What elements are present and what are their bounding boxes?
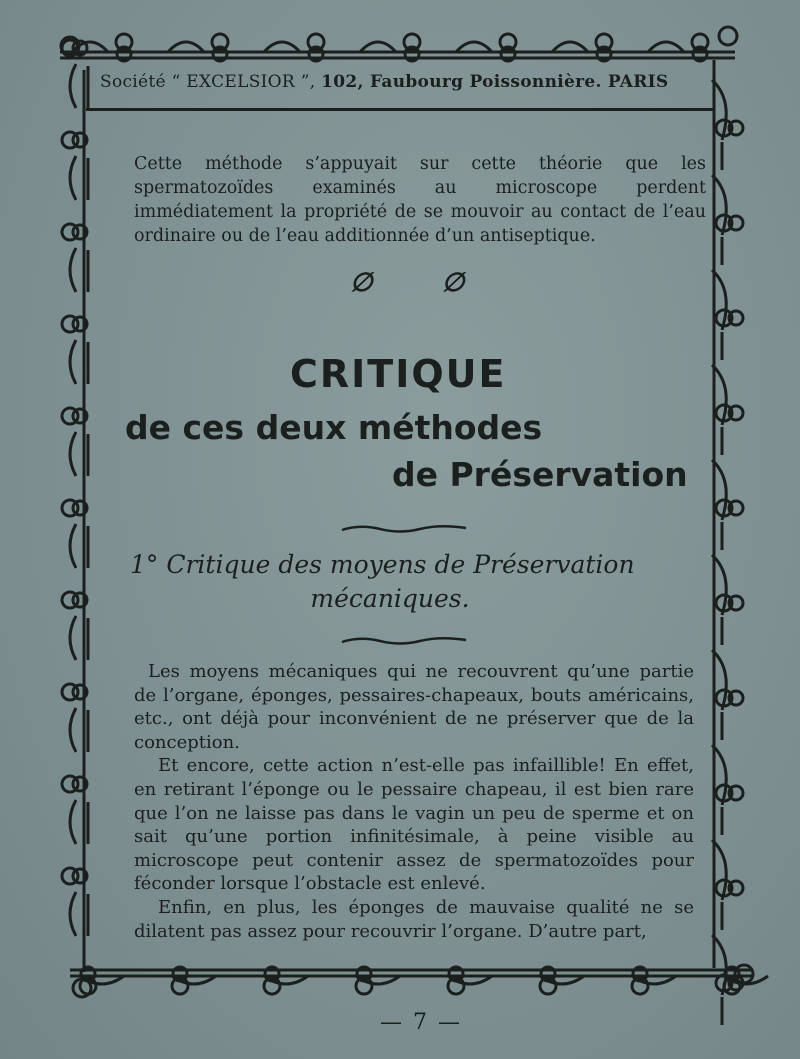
page-number: — 7 —	[380, 1010, 462, 1035]
body-paragraph: Et encore, cette action n’est-elle pas infaillible! En effet, en retirant l’éponge ou le pessaire chapeau, il est bien rare que l’on ne laisse pas dans le vagin un peu de sperme et on sait qu’une portion infinitésimale, à peine visible au microscope peut contenir assez de spermatozoïdes pour féconder lorsque l’obstacle est enlevé.	[134, 755, 694, 895]
section-heading	[130, 548, 700, 616]
header-rule	[86, 108, 714, 111]
header	[100, 72, 710, 92]
intro-paragraph: Cette méthode s’appuyait sur cette théorie que les spermatozoïdes examinés au microscope perdent immédiatement la propriété de se mouvoir au contact de l’eau ordinaire ou de l’eau additionnée d’un antiseptique.	[134, 154, 706, 246]
section-heading-line1: 1° Critique des moyens de Préservation	[130, 550, 635, 579]
title-line2: de ces deux méthodes	[125, 408, 543, 447]
title-line3: de Préservation	[392, 455, 688, 494]
section-heading-line2: mécaniques.	[310, 584, 470, 613]
body-text	[134, 660, 694, 943]
fleuron-ornament: ∅ ∅	[350, 268, 495, 298]
header-address: 102, Faubourg Poissonnière. PARIS	[321, 72, 669, 92]
divider-ornament-top	[340, 522, 470, 536]
body-paragraph: Enfin, en plus, les éponges de mauvaise qualité ne se dilatent pas assez pour recouvrir l’organe. D’autre part,	[134, 896, 694, 942]
divider-ornament-bottom	[340, 634, 470, 648]
header-society: Société “ EXCELSIOR ”,	[100, 72, 316, 92]
title-main: CRITIQUE	[290, 352, 507, 396]
body-paragraph: Les moyens mécaniques qui ne recouvrent qu’une partie de l’organe, éponges, pessaires-chapeaux, bouts américains, etc., ont déjà pour inconvénient de ne préserver que de la conception.	[134, 661, 694, 753]
